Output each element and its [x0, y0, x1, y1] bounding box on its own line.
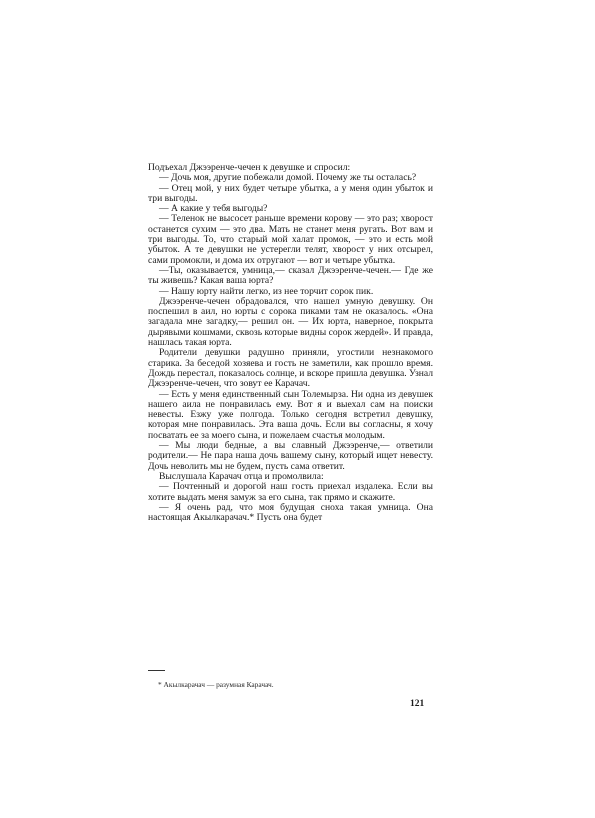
paragraph: — Теленок не высосет раньше времени корову — это раз; хворост останется сухим — это два. Мать не станет меня ругать. Вот вам и три выгоды. То, что старый мой халат промок, — это и есть мой убыток. А те девушки не устерегли телят, хворост у них отсырел, сами промокли, и дома их отругают — вот и четыре убытка. [148, 213, 433, 266]
footnote-divider [148, 670, 165, 671]
paragraph: — Мы люди бедные, а вы славный Джээренче,— ответили родители.— Не пара наша дочь вашему сыну, который ищет невесту. Дочь неволить мы не будем, пусть сама ответит. [148, 440, 433, 472]
paragraph: — Отец мой, у них будет четыре убытка, а у меня один убыток и три выгоды. [148, 182, 433, 204]
page-number: 121 [410, 699, 425, 709]
paragraph: Подъехал Джээренче-чечен к девушке и спросил: [148, 162, 351, 173]
paragraph: —Ты, оказывается, умница,— сказал Джээренче-чечен.— Где же ты живешь? Какая ваша юрта? [148, 264, 433, 287]
paragraph: — Дочь моя, другие побежали домой. Почему же ты осталась? [159, 172, 417, 184]
footnote: * Акылкарачач — разумная Карачач. [158, 680, 274, 689]
paragraph: — Есть у меня единственный сын Толемырза. Ни одна из девушек нашего аила не понравилась ему. Вот я и выехал сам на поиски невесты. Езжу уже полгода. Только сегодня встретил девушку, которая мне понравилась. Эта ваша дочь. Если вы согласны, я хочу посватать ее за моего сына, и пожелаем счастья молодым. [148, 388, 433, 441]
paragraph: Родители девушки радушно приняли, угостили незнакомого старика. За беседой хозяева и гость не заметили, как прошло время. Дождь перестал, показалось солнце, и вскоре пришла девушка. Узнал Джээренче-чечен, что зовут ее Карачач. [148, 347, 433, 390]
paragraph: — Я очень рад, что моя будущая сноха такая умница. Она настоящая Акылкарачач.* Пусть она будет [148, 501, 433, 524]
paragraph: — Нашу юрту найти легко, из нее торчит сорок пик. [159, 285, 374, 297]
body-text [148, 163, 433, 523]
paragraph: — Почтенный и дорогой наш гость приехал издалека. Если вы хотите выдать меня замуж за его сына, так прямо и скажите. [148, 481, 433, 503]
paragraph: Джээренче-чечен обрадовался, что нашел умную девушку. Он поспешил в аил, но юрты с сорока пиками там не оказалось. «Она загадала мне загадку,— решил он. — Их юрта, наверное, покрыта дырявыми кошмами, сквозь которые видны сорок жердей». И правда, нашлась такая юрта. [148, 295, 433, 349]
paragraph: Выслушала Карачач отца и промолвила: [159, 470, 324, 482]
paragraph: — А какие у тебя выгоды? [159, 203, 268, 215]
